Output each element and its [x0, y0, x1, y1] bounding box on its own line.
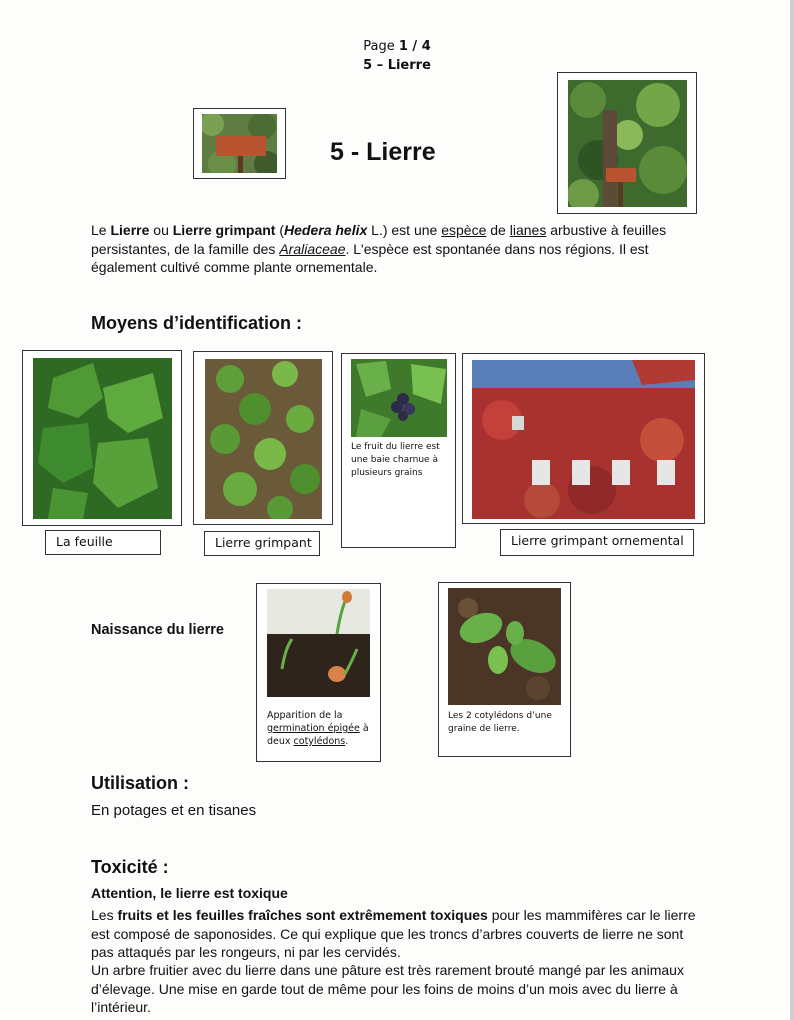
ornamental-photo — [472, 360, 695, 519]
toxicite-paragraph-1: Les fruits et les feuilles fraîches sont extrêmement toxiques pour les mammifères car le lierre est composé de saponosides. Ce qui explique que les troncs d’arbres couverts de lierre ne sont pas attaqués par les rongeurs, ni par les cervidés. — [91, 907, 696, 960]
utilisation-heading: Utilisation : — [91, 773, 189, 793]
page-subtitle: 5 – Lierre — [363, 58, 431, 73]
birth-heading: Naissance du lierre — [91, 622, 224, 638]
fruit-photo — [351, 359, 447, 437]
fruit-photo-frame — [341, 353, 456, 548]
climbing-photo — [205, 359, 322, 519]
scan-edge — [790, 0, 794, 1020]
toxicite-paragraph-2: Un arbre fruitier avec du lierre dans une pâture est très rarement brouté mangé par les animaux d’élevage. Une mise en garde tout de même pour les foins de moins d’un mois avec du lierre à l’intérieur. — [91, 962, 684, 1015]
caption-germination: Apparition de la germination épigée à deux cotylédons. — [267, 710, 369, 747]
climbing-photo-frame — [193, 351, 333, 525]
caption-ornamental: Lierre grimpant ornemental — [500, 529, 694, 556]
link-cotyledons[interactable]: cotylédons — [293, 736, 346, 747]
link-lianes[interactable]: lianes — [509, 222, 547, 238]
link-germination[interactable]: germination épigée — [267, 723, 360, 734]
ornamental-photo-frame — [462, 353, 705, 524]
leaf-photo — [33, 358, 172, 519]
caption-fruit: Le fruit du lierre est une baie charnue à plusieurs grains — [351, 442, 440, 478]
toxicite-subheading: Attention, le lierre est toxique — [91, 885, 288, 901]
caption-leaf: La feuille — [45, 530, 161, 555]
toxicite-heading: Toxicité : — [91, 857, 169, 877]
intro-paragraph: Le Lierre ou Lierre grimpant (Hedera helix L.) est une espèce de lianes arbustive à feuilles persistantes, de la famille des Araliaceae. L'espèce est spontanée dans nos régions. Il est également cultivé comme plante ornementale. — [91, 222, 667, 275]
cotyledons-photo — [448, 588, 561, 705]
cotyledons-photo-frame — [438, 582, 571, 757]
caption-climbing: Lierre grimpant — [204, 531, 320, 556]
germination-photo — [267, 589, 370, 697]
page-title: 5 - Lierre — [330, 138, 436, 166]
sign-photo — [202, 114, 277, 173]
ivy-sign-photo-frame — [557, 72, 697, 214]
identification-heading: Moyens d’identification : — [91, 313, 303, 333]
leaf-photo-frame — [22, 350, 182, 526]
link-espece[interactable]: espèce — [441, 222, 487, 238]
ivy-sign-photo — [568, 80, 687, 207]
sign-photo-frame — [193, 108, 286, 179]
caption-cotyledons: Les 2 cotylédons d’une graine de lierre. — [448, 711, 552, 734]
link-araliaceae[interactable]: Araliaceae — [279, 240, 346, 257]
utilisation-text: En potages et en tisanes — [91, 802, 257, 819]
germination-photo-frame — [256, 583, 381, 762]
page-indicator: Page 1 / 4 — [363, 39, 431, 54]
